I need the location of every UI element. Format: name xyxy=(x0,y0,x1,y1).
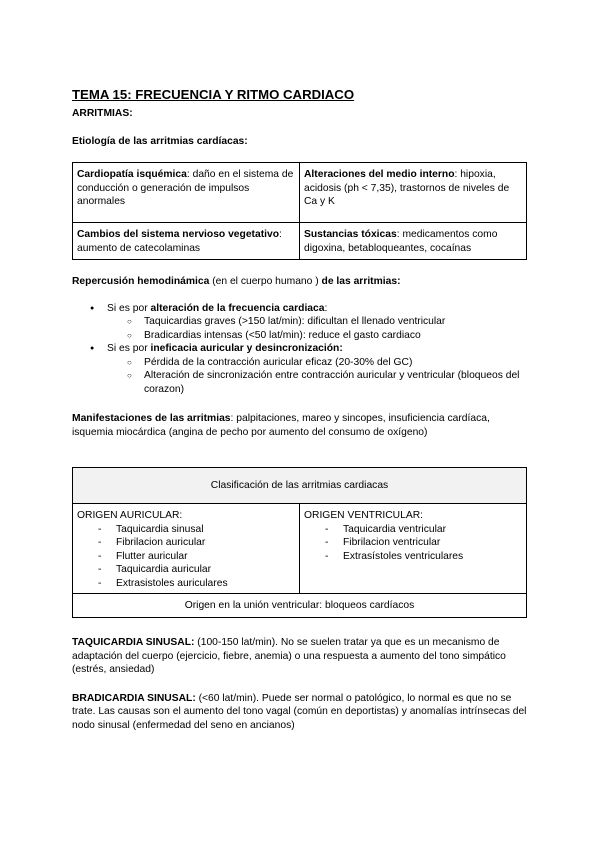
etiologia-cell-medio-interno xyxy=(300,163,527,223)
list-item xyxy=(72,302,528,316)
repercusion-bold2: de las arritmias: xyxy=(321,276,401,287)
etiologia-table xyxy=(72,162,527,260)
origen-auricular-title: ORIGEN AURICULAR: xyxy=(77,510,183,521)
document-page xyxy=(72,86,528,732)
manifestaciones-paragraph xyxy=(72,412,528,439)
clasificacion-footer: Origen en la unión ventricular: bloqueos cardíacos xyxy=(73,594,527,618)
item-pre: Si es por xyxy=(107,343,151,354)
cell-text: : hipoxia, acidosis (ph < 7,35), trastornos de niveles de Ca y K xyxy=(304,169,510,207)
clasificacion-table xyxy=(72,467,527,618)
etiologia-cell-toxicas xyxy=(300,223,527,260)
list-item: - Fibrilacion ventricular xyxy=(304,536,522,550)
bradicardia-paragraph xyxy=(72,692,528,733)
item-bold: ineficacia auricular y desincronización: xyxy=(150,343,343,354)
repercusion-list xyxy=(72,302,528,397)
cell-bold: Alteraciones del medio interno xyxy=(304,169,455,180)
item-post: : xyxy=(324,302,328,314)
origen-auricular-cell xyxy=(73,504,300,594)
list-item xyxy=(72,342,528,356)
etiologia-heading: Etiología de las arritmias cardíacas: xyxy=(72,135,248,147)
cell-text: : aumento de catecolaminas xyxy=(77,229,282,254)
list-subitem: ○ Taquicardias graves (>150 lat/min): dificultan el llenado ventricular xyxy=(72,315,528,329)
arritmias-heading: ARRITMIAS: xyxy=(72,108,133,119)
repercusion-heading xyxy=(72,275,528,289)
repercusion-mid: (en el cuerpo humano ) xyxy=(209,276,322,287)
repercusion-bold: Repercusión hemodinámica xyxy=(72,276,210,287)
list-item: - Taquicardia auricular xyxy=(77,563,295,577)
taquicardia-text: (100-150 lat/min). No se suelen tratar ya que es un mecanismo de adaptación del cuerpo (ejercicio, fiebre, anemia) o una respuesta a aumento del tono simpático (estrés, ansiedad) xyxy=(72,637,506,675)
list-item: - Flutter auricular xyxy=(77,550,295,564)
etiologia-cell-cardiopatia xyxy=(73,163,300,223)
cell-bold: Cambios del sistema nervioso vegetativo xyxy=(77,229,280,240)
cell-text: : daño en el sistema de conducción o generación de impulsos anormales xyxy=(77,169,294,207)
cell-bold: Cardiopatía isquémica xyxy=(77,169,187,180)
bradicardia-bold: BRADICARDIA SINUSAL: xyxy=(72,692,196,704)
origen-ventricular-title: ORIGEN VENTRICULAR: xyxy=(304,510,424,521)
origen-ventricular-cell xyxy=(300,504,527,594)
list-item: - Fibrilacion auricular xyxy=(77,536,295,550)
list-item: - Taquicardia ventricular xyxy=(304,523,522,537)
etiologia-cell-nervioso xyxy=(73,223,300,260)
page-title: TEMA 15: FRECUENCIA Y RITMO CARDIACO xyxy=(72,87,355,102)
list-item: - Extrasístoles ventriculares xyxy=(304,550,522,564)
cell-bold: Sustancias tóxicas xyxy=(304,229,397,240)
taquicardia-paragraph xyxy=(72,636,528,677)
list-subitem: ○ Pérdida de la contracción auricular eficaz (20-30% del GC) xyxy=(72,356,528,370)
cell-text: : medicamentos como digoxina, betabloqueantes, cocaínas xyxy=(304,229,498,254)
taquicardia-bold: TAQUICARDIA SINUSAL: xyxy=(72,637,195,648)
manifestaciones-text: : palpitaciones, mareo y sincopes, insuficiencia cardíaca, isquemia miocárdica (angina de pecho por aumento del consumo de oxígeno) xyxy=(72,413,490,438)
list-item: - Taquicardia sinusal xyxy=(77,523,295,537)
list-subitem: ○ Alteración de sincronización entre contracción auricular y ventricular (bloqueos del corazon) xyxy=(72,369,528,396)
bradicardia-text: (<60 lat/min). Puede ser normal o patológico, lo normal es que no se trate. Las causas son el aumento del tono vagal (común en deportistas) y anomalías intrínsecas del nodo sinusal (enfermedad del seno en ancianos) xyxy=(72,692,527,731)
item-bold: alteración de la frecuencia cardiaca xyxy=(150,302,325,314)
list-subitem: ○ Bradicardias intensas (<50 lat/min): reduce el gasto cardiaco xyxy=(72,329,528,343)
clasificacion-header: Clasificación de las arritmias cardiacas xyxy=(73,468,527,504)
manifestaciones-bold: Manifestaciones de las arritmias xyxy=(72,413,231,424)
list-item: - Extrasistoles auriculares xyxy=(77,577,295,591)
item-pre: Si es por xyxy=(107,302,151,314)
